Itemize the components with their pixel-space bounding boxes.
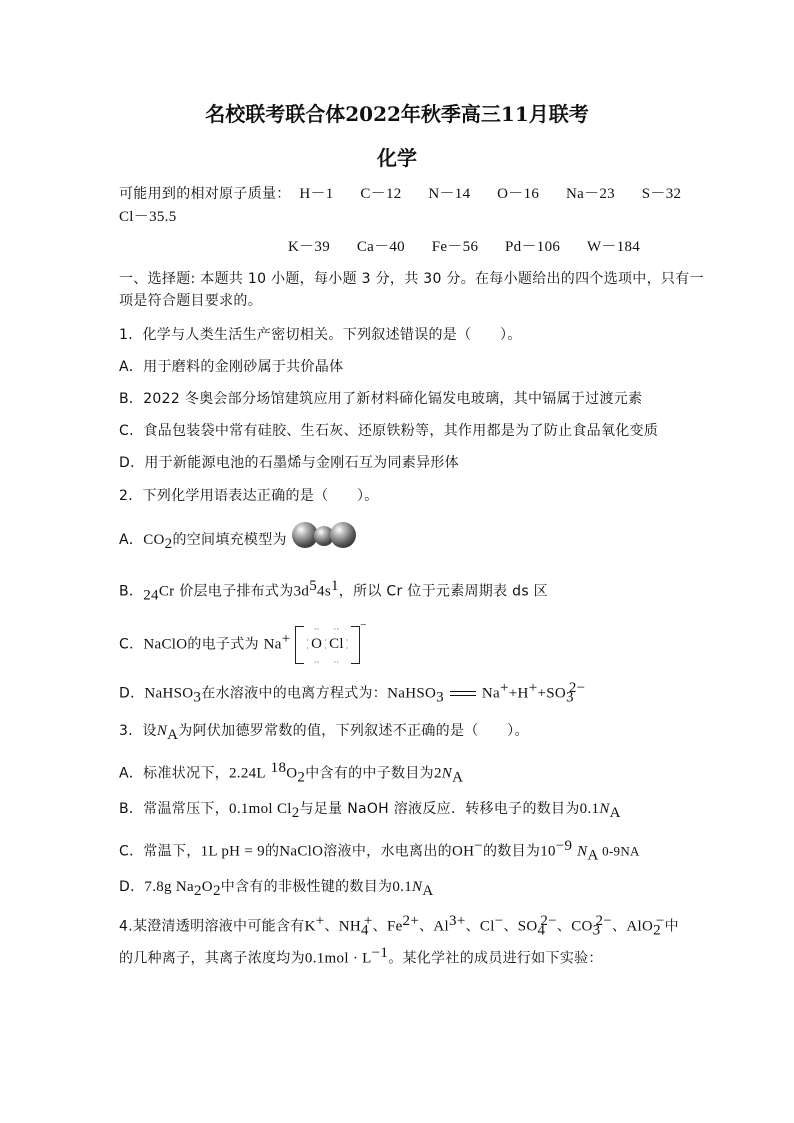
mass-item: Na－23 — [565, 186, 615, 202]
ion: CO — [571, 918, 593, 935]
formula: NaHSO — [144, 685, 194, 702]
exponent: −9 — [555, 838, 573, 854]
text: 的 — [264, 843, 280, 860]
option-text: 在水溶液中的电离方程式为： — [201, 685, 388, 702]
ion: K — [304, 918, 316, 935]
q2-option-c — [119, 618, 367, 669]
value: 0.1 — [392, 879, 413, 895]
mass-item: W－184 — [586, 239, 641, 255]
separator: 、 — [612, 918, 627, 935]
q4-stem-line2 — [119, 945, 603, 968]
formula: CO — [143, 532, 165, 548]
subject-title: 化学 — [377, 146, 417, 170]
option-text: ，所以 Cr 位于元素周期表 ds 区 — [338, 583, 548, 600]
charge: + — [315, 913, 325, 929]
text: 中 — [664, 918, 679, 935]
mass-item: Pd－106 — [505, 239, 561, 255]
option-label: D． — [119, 685, 145, 702]
subscript: A — [422, 882, 434, 899]
config: 4s — [317, 583, 331, 600]
text: 为阿伏加德罗常数的值，下列叙述不正确的是（ ）。 — [178, 723, 529, 739]
mass-item: H－1 — [299, 186, 334, 202]
amount: 0.1mol Cl — [229, 801, 292, 817]
mass-item: O－16 — [497, 186, 540, 202]
charge: + — [500, 680, 509, 696]
subscript: 3 — [592, 922, 601, 939]
text: 4.某澄清透明溶液中可能含有 — [119, 918, 305, 935]
option-text: 价层电子排布式为 — [174, 583, 294, 600]
subscript: 2 — [193, 882, 202, 899]
charge: 2− — [540, 913, 557, 929]
text: B．常温常压下， — [119, 801, 230, 817]
separator: 、 — [556, 918, 572, 935]
mass-item: Cl－35.5 — [119, 209, 177, 225]
q1-option-c: C．食品包装袋中常有硅胶、生石灰、还原铁粉等，其作用都是为了防止食品氧化变质 — [119, 423, 659, 439]
subscript: 2 — [653, 922, 661, 939]
q1-option-b: B．2022 冬奥会部分场馆建筑应用了新材料碲化镉发电玻璃，其中镉属于过渡元素 — [119, 391, 643, 407]
subscript: 3 — [566, 689, 574, 706]
text: 溶液中，水电离出的 — [323, 843, 452, 860]
subscript: A — [167, 726, 179, 743]
mass-item: K－39 — [288, 239, 331, 255]
charge: + — [281, 630, 291, 647]
subscript: A — [452, 769, 464, 786]
value: 10 — [540, 843, 556, 860]
ion: NH — [338, 918, 362, 935]
section1-intro-line2: 项是符合题目要求的。 — [119, 293, 262, 309]
atomic-mass-label: 可能用到的相对原子质量： — [119, 186, 291, 202]
subscript: 4 — [361, 922, 369, 939]
separator: 、 — [419, 918, 434, 935]
charge: 2− — [595, 913, 613, 929]
ion: Al — [433, 918, 450, 935]
chlorine-atom: Cl — [329, 636, 344, 652]
exam-title: 名校联考联合体2022年秋季高三11月联考 — [205, 102, 589, 126]
q3-stem — [119, 720, 529, 744]
subscript: 4 — [537, 922, 546, 939]
subscript: 2 — [297, 769, 306, 786]
avogadro-symbol: N — [577, 843, 588, 860]
ion: OH — [451, 843, 475, 860]
atomic-mass-line1 — [119, 182, 703, 203]
subscript: 2 — [291, 804, 300, 821]
q3-option-a — [119, 760, 463, 786]
q2-stem: 2．下列化学用语表达正确的是（ ）。 — [119, 488, 379, 504]
avogadro-symbol: N — [156, 723, 168, 739]
subscript: 3 — [436, 689, 444, 706]
avogadro-symbol: N — [441, 765, 453, 782]
subscript: A — [609, 804, 621, 821]
value: 2 — [433, 765, 442, 782]
subscript: 3 — [193, 689, 202, 706]
option-label: B． — [119, 583, 144, 600]
charge: 2+ — [402, 913, 420, 929]
co2-space-filling-model — [292, 520, 358, 550]
amount: 7.8g Na — [144, 879, 194, 895]
element: O — [286, 765, 298, 782]
separator: 、 — [324, 918, 339, 935]
charge: 3+ — [449, 913, 466, 929]
ion: SO — [517, 918, 538, 935]
option-text: 的电子式为 — [187, 636, 259, 653]
text: 0-9NA — [598, 843, 640, 859]
ion: AlO — [626, 918, 654, 935]
separator: 、 — [372, 918, 387, 935]
lewis-structure: · · ·· O ·· · · ·· Cl ·· · · − — [295, 620, 359, 669]
plus: + — [537, 685, 547, 702]
charge: − — [655, 913, 665, 929]
q1-option-d: D．用于新能源电池的石墨烯与金刚石互为同素异形体 — [119, 455, 459, 471]
option-label: A． — [119, 532, 144, 548]
text: 的数目为 — [482, 843, 541, 860]
separator: 、 — [503, 918, 518, 935]
exponent: −1 — [371, 945, 389, 961]
option-label: C． — [119, 636, 144, 653]
text: 与足量 NaOH 溶液反应．转移电子的数目为 — [299, 801, 580, 817]
separator: 、 — [465, 918, 480, 935]
sodium-ion: Na — [263, 636, 282, 653]
section1-intro-line1: 一、选择题: 本题共 10 小题，每小题 3 分，共 30 分。在每小题给出的四个选项中，只有一 — [119, 271, 704, 287]
formula: NaClO — [143, 636, 188, 653]
q3-option-d — [119, 876, 433, 900]
text: 的几种离子，其离子浓度均为 — [119, 950, 305, 967]
mass-item: S－32 — [641, 186, 682, 202]
charge: 2− — [568, 680, 586, 696]
q2-option-d — [119, 680, 585, 706]
ion: Cl — [479, 918, 495, 935]
atomic-mass-line3 — [288, 235, 662, 256]
charge: − — [360, 618, 367, 631]
text: 中含有的非极性键的数目为 — [220, 879, 393, 895]
mass-item: Ca－40 — [356, 239, 405, 255]
charge: − — [474, 838, 483, 854]
config: 3d — [293, 583, 310, 600]
avogadro-symbol: N — [599, 801, 610, 817]
q1-stem: 1．化学与人类生活生产密切相关。下列叙述错误的是（ ）。 — [119, 327, 522, 343]
plus: + — [508, 685, 518, 702]
atomic-mass-line2 — [119, 205, 199, 226]
superscript: 1 — [330, 578, 339, 594]
text: 。某化学社的成员进行如下实验： — [388, 950, 603, 967]
equals-sign — [450, 691, 476, 696]
ion: Fe — [386, 918, 403, 935]
subscript: 2 — [212, 882, 221, 899]
subscript: 2 — [164, 535, 173, 552]
subscript: A — [587, 847, 599, 864]
option-text: 的空间填充模型为 — [172, 532, 287, 548]
q4-stem-line1 — [119, 913, 679, 939]
q3-option-c — [119, 838, 640, 864]
formula: NaHSO — [387, 685, 437, 702]
amount: 2.24L — [228, 765, 266, 782]
text: A．标准状况下， — [119, 765, 229, 782]
amount: 1L pH = 9 — [200, 843, 265, 860]
atomic-number: 24 — [143, 587, 159, 604]
text: 3．设 — [119, 723, 157, 739]
text: 中含有的中子数目为 — [305, 765, 434, 782]
q1-option-a: A．用于磨料的金刚砂属于共价晶体 — [119, 359, 344, 375]
avogadro-symbol: N — [412, 879, 423, 895]
element: Cr — [158, 583, 175, 600]
concentration: 0.1mol · L — [304, 950, 372, 967]
charge: + — [363, 913, 373, 929]
superscript: 5 — [309, 578, 318, 594]
ion: Na — [481, 685, 501, 702]
formula: NaClO — [279, 843, 324, 860]
q3-option-b — [119, 798, 621, 822]
oxygen-atom: O — [311, 636, 323, 652]
text: D． — [119, 879, 145, 895]
ion: SO — [546, 685, 566, 702]
element: O — [201, 879, 213, 895]
mass-item: N－14 — [428, 186, 471, 202]
q2-option-a — [119, 520, 358, 553]
charge: + — [528, 680, 538, 696]
mass-item: Fe－56 — [431, 239, 479, 255]
isotope: 18 — [270, 760, 287, 776]
ion: H — [517, 685, 529, 702]
text: C．常温下， — [119, 843, 201, 860]
q2-option-b — [119, 578, 548, 604]
value: 0.1 — [579, 801, 600, 817]
mass-item: C－12 — [360, 186, 402, 202]
charge: − — [494, 913, 504, 929]
